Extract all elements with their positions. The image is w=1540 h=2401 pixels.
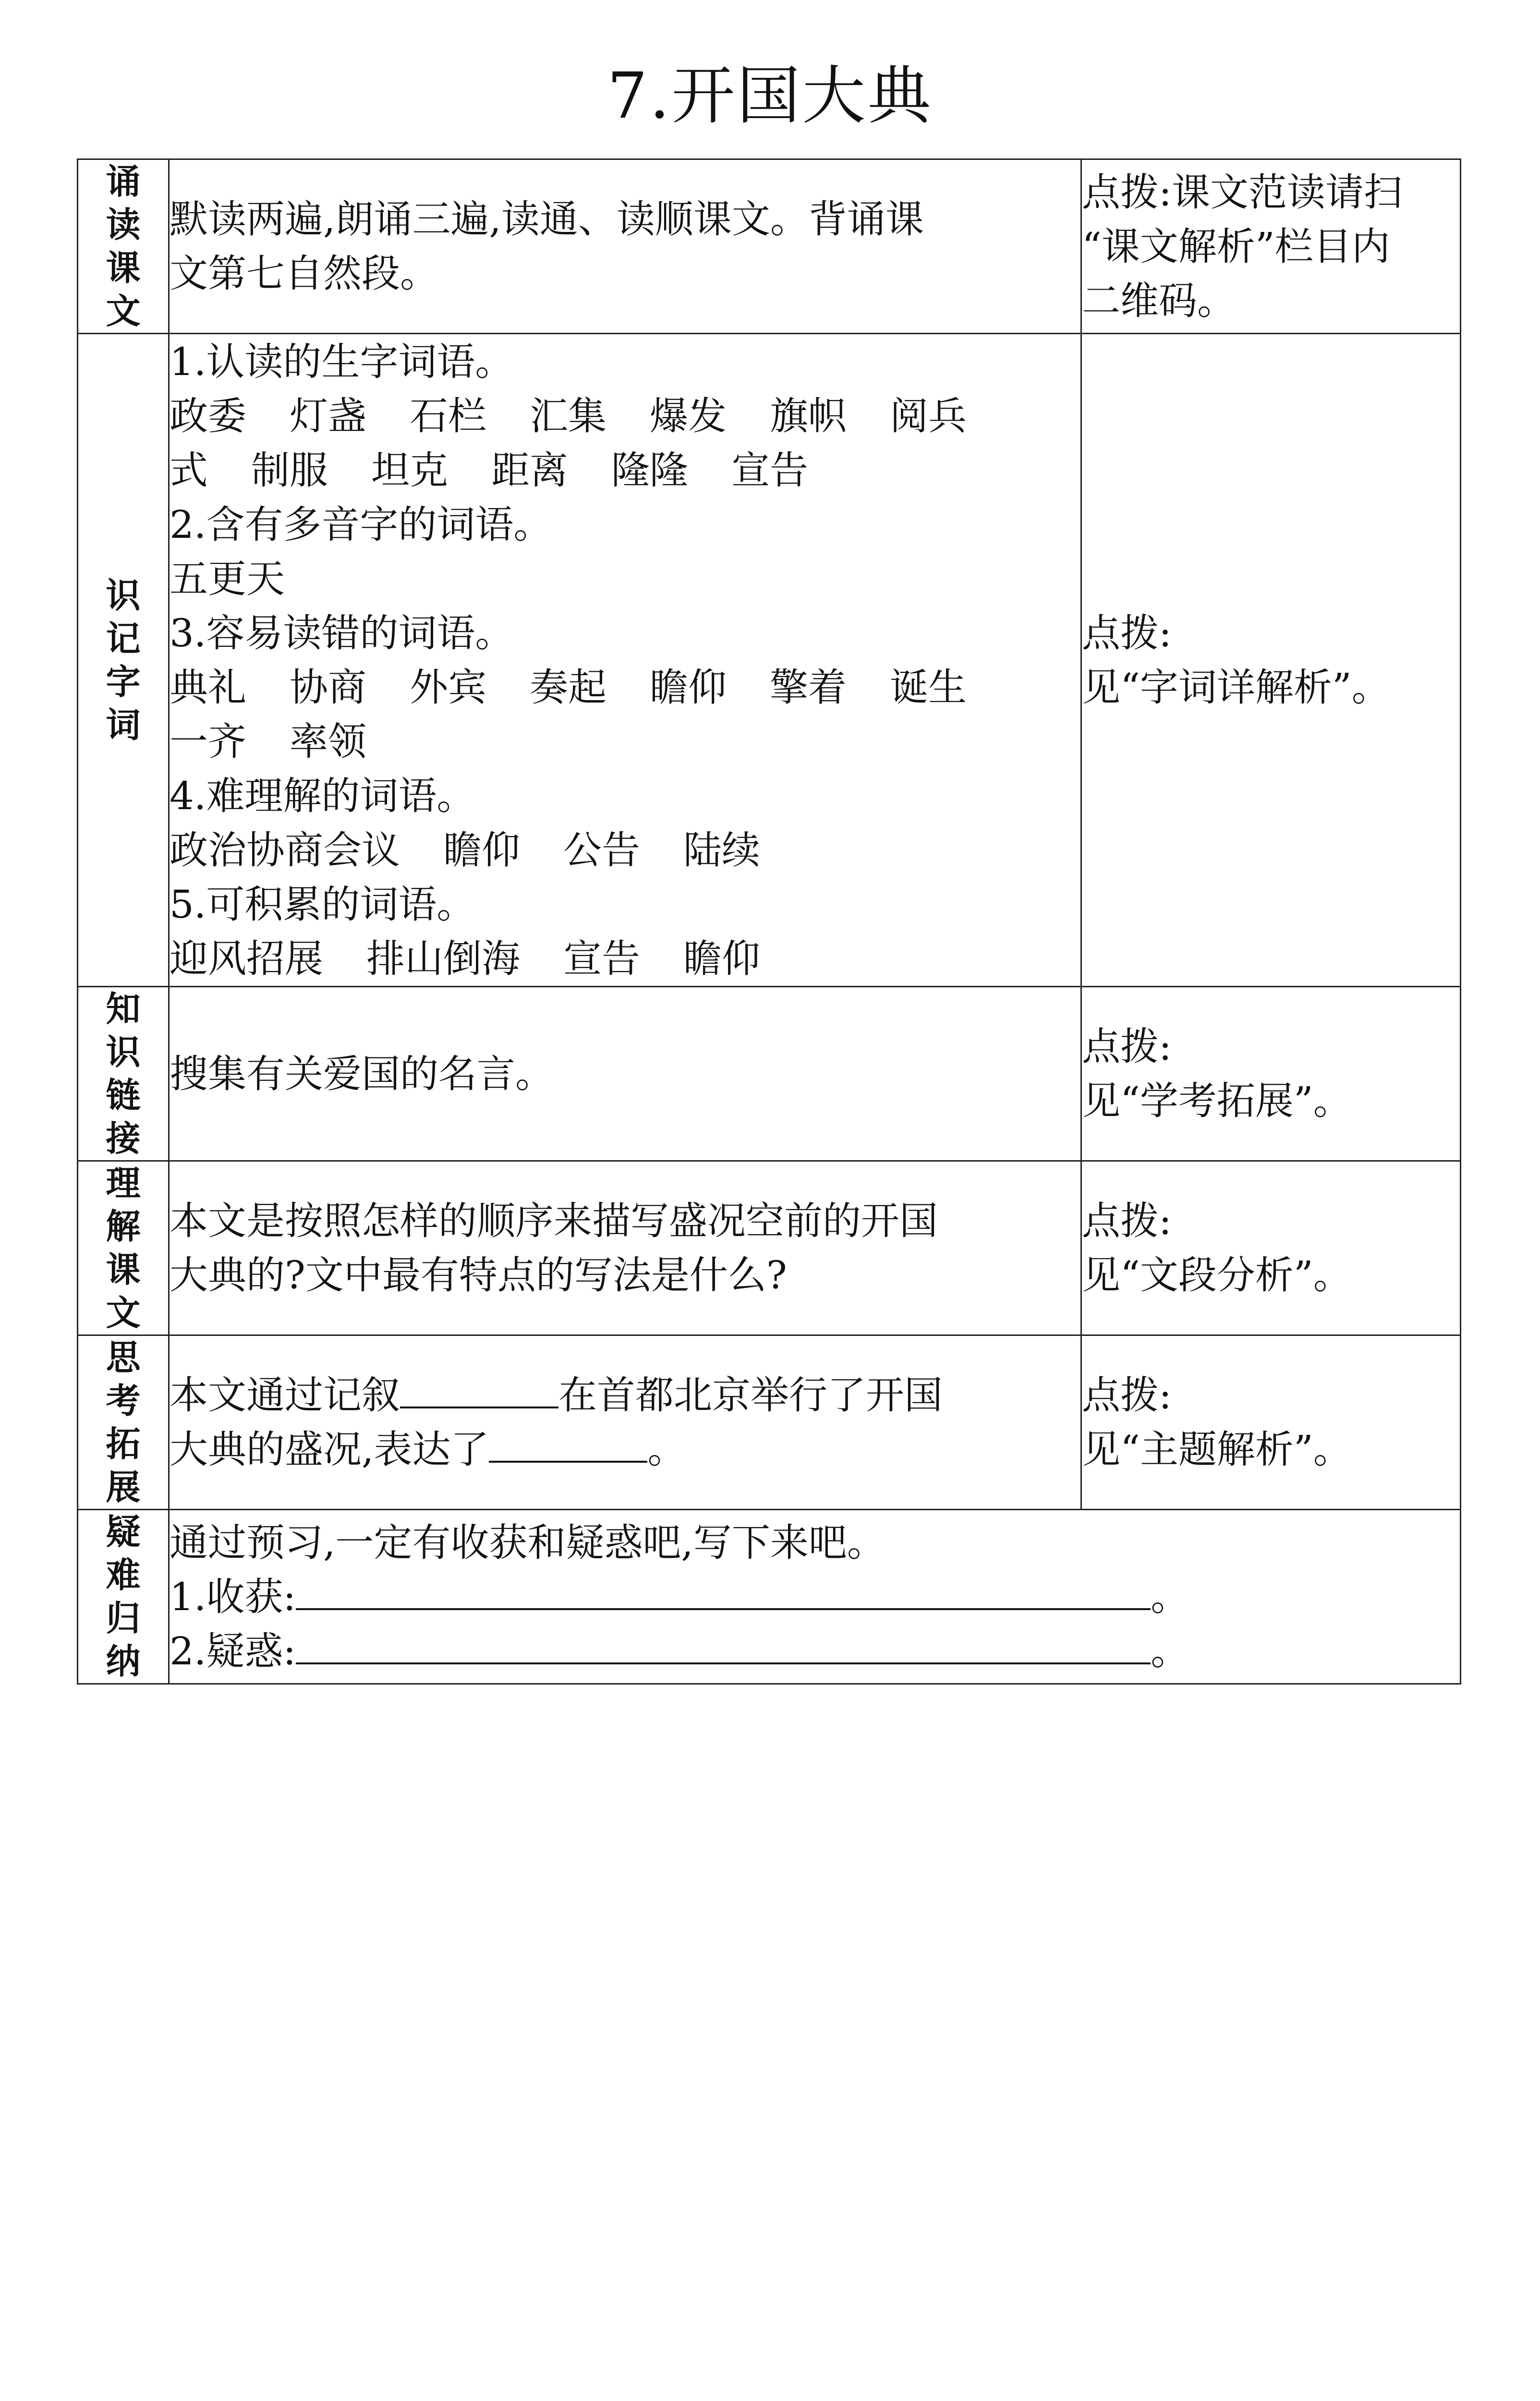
harvest-blank[interactable] bbox=[296, 1570, 1151, 1610]
row-tip: 点拨: 见“字词详解析”。 bbox=[1081, 334, 1461, 987]
word-list: 典礼 协商 外宾 奏起 瞻仰 擎着 诞生 bbox=[170, 665, 967, 710]
word-list: 式 制服 坦克 距离 隆隆 宣告 bbox=[170, 448, 808, 493]
page-title: 7.开国大典 bbox=[607, 59, 933, 133]
word-list: 政治协商会议 瞻仰 公告 陆续 bbox=[170, 827, 760, 873]
fill-blank[interactable] bbox=[489, 1422, 647, 1463]
word-list: 迎风招展 排山倒海 宣告 瞻仰 bbox=[170, 936, 760, 981]
row-label: 识 记 字 词 bbox=[78, 334, 169, 987]
table-row bbox=[78, 334, 1461, 987]
fill-blank[interactable] bbox=[400, 1368, 558, 1408]
vocab-heading: 5.可积累的词语。 bbox=[170, 882, 475, 927]
word-list: 政委 灯盏 石栏 汇集 爆发 旗帜 阅兵 bbox=[170, 393, 967, 438]
row-content: 通过预习,一定有收获和疑惑吧,写下来吧。 1.收获: 。 2.疑惑: 。 bbox=[169, 1510, 1461, 1684]
vocab-heading: 1.认读的生字词语。 bbox=[170, 339, 514, 384]
row-label: 理 解 课 文 bbox=[78, 1161, 169, 1335]
row-content: 搜集有关爱国的名言。 bbox=[169, 987, 1081, 1161]
vocab-heading: 4.难理解的词语。 bbox=[170, 773, 475, 818]
row-label: 诵 读 课 文 bbox=[78, 159, 169, 334]
row-label: 知 识 链 接 bbox=[78, 987, 169, 1161]
word-list: 五更天 bbox=[170, 556, 285, 601]
row-tip: 点拨: 见“文段分析”。 bbox=[1081, 1161, 1461, 1335]
row-content: 本文通过记叙 在首都北京举行了开国 大典的盛况,表达了 。 bbox=[169, 1335, 1081, 1510]
vocab-heading: 3.容易读错的词语。 bbox=[170, 610, 514, 655]
row-tip: 点拨:课文范读请扫 “课文解析”栏目内 二维码。 bbox=[1081, 159, 1461, 334]
table-row bbox=[78, 987, 1461, 1161]
row-tip: 点拨: 见“学考拓展”。 bbox=[1081, 987, 1461, 1161]
table-row bbox=[78, 1161, 1461, 1335]
row-label: 思 考 拓 展 bbox=[78, 1335, 169, 1510]
row-tip: 点拨: 见“主题解析”。 bbox=[1081, 1335, 1461, 1510]
doubt-blank[interactable] bbox=[296, 1624, 1151, 1664]
study-table bbox=[77, 158, 1461, 1685]
word-list: 一齐 率领 bbox=[170, 719, 366, 764]
row-content bbox=[169, 334, 1081, 987]
row-label: 疑 难 归 纳 bbox=[78, 1510, 169, 1684]
table-row bbox=[78, 159, 1461, 334]
row-content: 本文是按照怎样的顺序来描写盛况空前的开国 大典的?文中最有特点的写法是什么? bbox=[169, 1161, 1081, 1335]
table-row bbox=[78, 1335, 1461, 1510]
table-row bbox=[78, 1510, 1461, 1684]
row-content: 默读两遍,朗诵三遍,读通、读顺课文。背诵课 文第七自然段。 bbox=[169, 159, 1081, 334]
vocab-heading: 2.含有多音字的词语。 bbox=[170, 502, 552, 547]
